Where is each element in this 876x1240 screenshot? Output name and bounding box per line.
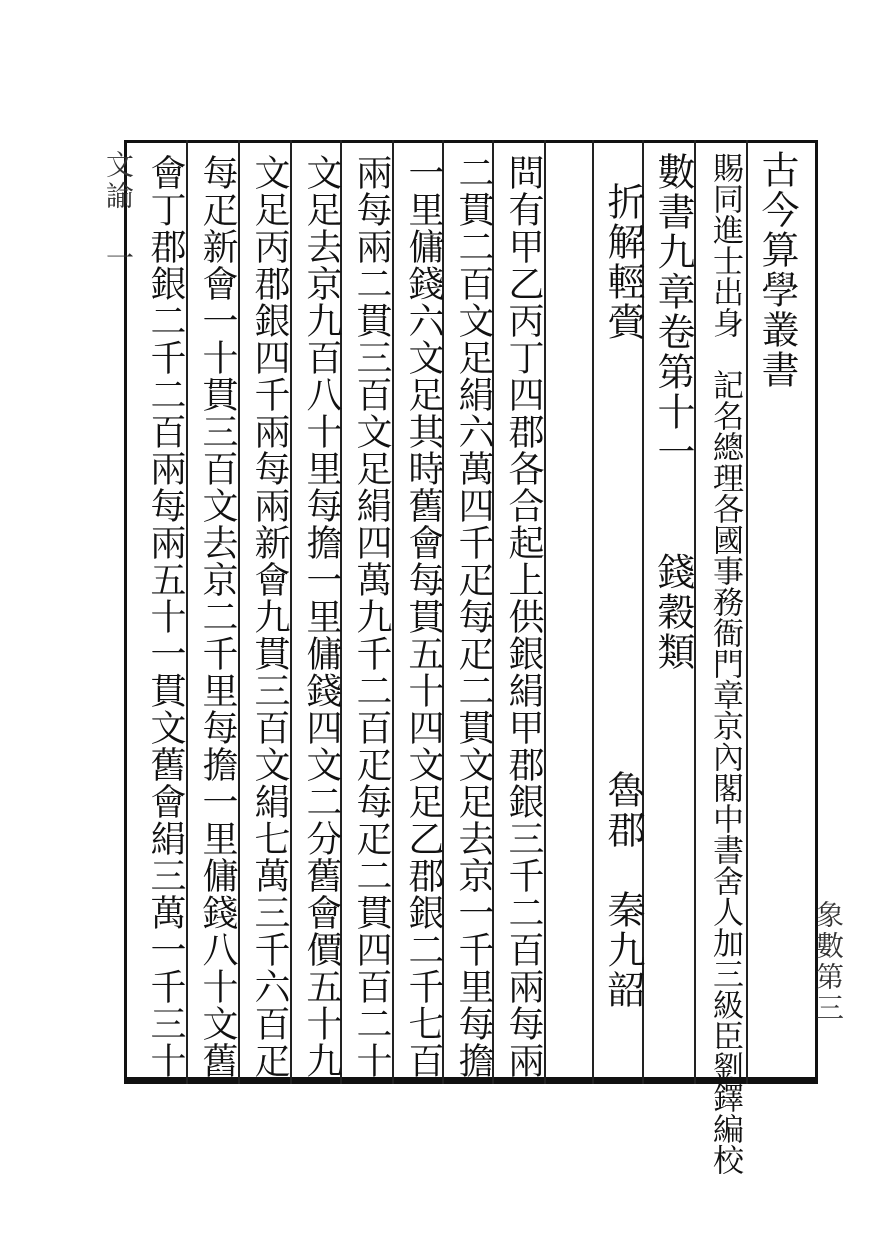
text-column-5: 文足去京九百八十里每擔一里傭錢四文二分舊會價五十九: [301, 154, 342, 1079]
column-rule: [592, 140, 594, 1084]
text-column-8: 會丁郡銀二千二百兩每兩五十一貫文舊會絹三萬一千三十: [145, 154, 186, 1079]
text-column-4: 兩每兩二貫三百文足絹四萬九千二百疋每疋二貫四百二十: [351, 154, 392, 1079]
margin-note-right: 象數第三: [812, 900, 845, 1024]
text-column-7: 每疋新會一十貫三百文去京二千里每擔一里傭錢八十文舊: [197, 154, 238, 1079]
section-title: 折解輕賫: [601, 182, 645, 342]
chapter-line: 數書九章卷第十一 錢穀類: [651, 152, 695, 672]
text-column-1: 問有甲乙丙丁四郡各合起上供銀絹甲郡銀三千二百兩每兩: [503, 154, 544, 1079]
author-credit: 魯郡 秦九韶: [601, 770, 645, 1010]
book-title: 古今算學叢書: [755, 150, 799, 390]
margin-note-left: 文諭 一: [102, 150, 135, 274]
text-column-6: 文足丙郡銀四千兩每兩新會九貫三百文絹七萬三千六百疋: [249, 154, 290, 1079]
text-column-2: 二貫二百文足絹六萬四千疋每疋二貫文足去京一千里每擔: [453, 154, 494, 1079]
text-column-3: 一里傭錢六文足其時舊會每貫五十四文足乙郡銀二千七百: [403, 154, 444, 1079]
author-line: 賜同進士出身 記名總理各國事務衙門章京內閣中書舍人加三級臣劉鐸編校: [707, 152, 743, 1175]
